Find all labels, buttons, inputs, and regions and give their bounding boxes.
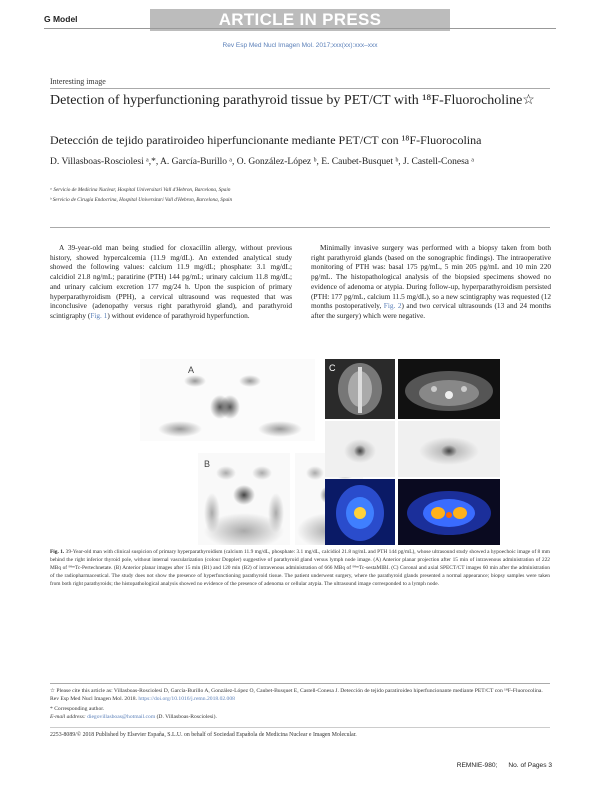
panel-b1-scintigraphy xyxy=(198,453,290,545)
email-label: E-mail address: xyxy=(50,714,88,720)
panel-a-label: A xyxy=(188,365,195,375)
journal-reference: Rev Esp Med Nucl Imagen Mol. 2017;xxx(xx):xxx–xxx xyxy=(222,42,378,49)
copyright-line: 2253-8089/© 2018 Published by Elsevier España, S.L.U. on behalf of Sociedad Española de Medicina Nuclear e Imagen Molecular. xyxy=(50,732,357,738)
left-text-start: A 39-year-old man being studied for cloxacillin allergy, without previous history, showed hypercalcemia (11.9 mg/dL). An extended analytical study showed the following values: calcium 11.9 mg/dL; phosphate: 3.1 mg/dL; calcidiol 21.8 ng/mL; paratirine (PTH) 144 pg/mL; urinary calcium 11.8 mg/dL; and urinary calcium excretion 177 mg/24 h. Upon the suspicion of primary hyperparathyroidism (PPH), a cervical ultrasound was requested that was inconclusive (adenopathy versus right parathyroid gland), and parathyroid scintigraphy ( xyxy=(50,243,292,320)
panel-a-image xyxy=(140,359,315,441)
email-link[interactable]: diegovillasboas@hotmail.com xyxy=(87,714,156,720)
email-footnote xyxy=(50,713,550,721)
section-label: Interesting image xyxy=(50,77,106,86)
figure-2-link[interactable]: Fig. 2 xyxy=(383,301,402,311)
page-footer-meta xyxy=(457,762,552,769)
panel-c-spect-coronal-image xyxy=(325,421,395,477)
caption-label: Fig. 1. xyxy=(50,549,65,555)
panel-c-ct-axial xyxy=(398,359,500,419)
citation-footnote xyxy=(50,687,550,703)
email-suffix: (D. Villasboas-Rosciolesi). xyxy=(155,714,217,720)
title-rule xyxy=(50,88,550,89)
left-text-end: ) without evidence of parathyroid hyperfunction. xyxy=(107,310,250,320)
affiliation-a: ᵃ Servicio de Medicina Nuclear, Hospital Universitari Vall d'Hebron, Barcelona, Spain xyxy=(50,187,231,193)
header-rule xyxy=(44,28,556,29)
corresponding-author-note: * Corresponding author. xyxy=(50,706,105,712)
panel-c-spect-axial xyxy=(398,421,500,477)
panel-c-ct-axial-image xyxy=(398,359,500,419)
article-title-english: Detection of hyperfunctioning parathyroid tissue by PET/CT with ¹⁸F-Fluorocholine☆ xyxy=(50,93,535,108)
page-header xyxy=(0,0,600,50)
panel-c-label: C xyxy=(329,363,336,373)
page-count: No. of Pages 3 xyxy=(508,762,552,769)
panel-b1-image xyxy=(198,453,290,545)
panel-c-fused-axial-image xyxy=(398,479,500,545)
figure-caption xyxy=(50,549,550,589)
panel-c-fused-coronal xyxy=(325,479,395,545)
author-list: D. Villasboas-Rosciolesi ᵃ,*, A. García-Burillo ᵃ, O. González-López ᵇ, E. Caubet-Busquet ᵇ, J. Castell-Conesa ᵃ xyxy=(50,157,474,167)
panel-c-spect-axial-image xyxy=(398,421,500,477)
affiliation-b: ᵇ Servicio de Cirugía Endocrina, Hospital Universitari Vall d'Hebron, Barcelona, Spain xyxy=(50,197,233,203)
article-title-spanish: Detección de tejido paratiroideo hiperfuncionante mediante PET/CT con ¹⁸F-Fluorocolina xyxy=(50,133,482,147)
right-text-start: Minimally invasive surgery was performed with a biopsy taken from both right parathyroid glands (based on the sonographic findings). The intraoperative monitoring of PTH was: basal 175 pg/mL, 5 min 205 pg/mL and 10 min 220 pg/mL. The histopathological analysis of the biopsied specimens showed no evidence of adenoma or atypia. During follow-up, hyperparathyroidism persisted (PTH: 177 pg/mL, calcium 11.5 mg/dL), so a new scintigraphy was requested (12 months postoperatively, xyxy=(311,243,551,311)
panel-a-scintigraphy xyxy=(140,359,315,441)
copyright-rule xyxy=(50,727,550,728)
panel-c-fused-coronal-image xyxy=(325,479,395,545)
article-code: REMNIE-980; xyxy=(456,762,498,769)
footnote-rule xyxy=(50,683,550,684)
figure-1 xyxy=(50,355,550,545)
panel-c-spect-coronal xyxy=(325,421,395,477)
affiliation-rule xyxy=(50,227,550,228)
g-model-label: G Model xyxy=(44,14,78,24)
article-in-press-banner: ARTICLE IN PRESS xyxy=(150,9,450,31)
panel-c-fused-axial xyxy=(398,479,500,545)
citation-text: ☆ Please cite this article as: Villasboas-Rosciolesi D, García-Burillo A, González-López O, Caubet-Busquet E, Castell-Conesa J. Detección de tejido paratiroideo hiperfuncionante mediante PET/CT con ¹⁸F-Fluorocolina. Rev Esp Med Nucl Imagen Mol. 2018. xyxy=(50,688,543,703)
body-column-right xyxy=(311,243,551,321)
caption-text: 39-Year-old man with clinical suspicion of primary hyperparathyroidism (calcium 11.9 mg/dL, phosphate: 3.1 mg/dL, calcidiol 21.8 ng/mL and PTH 144 pg/mL), whose ultrasound study showed a hypoechoic image of 8 mm behind the right inferior thyroid pole, without internal vascularization (colour Doppler) suggestive of parathyroid gland versus lymph node image. (A) Anterior planar projection after 15 min of intravenous administration of 222 MBq of ⁹⁹ᵐTc-Pertechnetate. (B) Anterior planar images after 15 min (B1) and 120 min (B2) of intravenous administration of 666 MBq of ⁹⁹ᵐTc-sestaMIBI. (C) Coronal and axial SPECT/CT images 60 min after the administration of the radiopharmaceutical. The study does not show the presence of hyperfunctioning parathyroid tissue. The patient underwent surgery, where the parathyroid glands presented a normal appearance; biopsy samples were taken from both right parathyroids; the histopathological analysis showed no evidence of the presence of adenoma or cellular atypia. The ultrasound image corresponded to a lymph node. xyxy=(50,549,550,587)
figure-1-link[interactable]: Fig. 1 xyxy=(90,310,108,320)
doi-link[interactable]: https://doi.org/10.1016/j.remn.2018.02.008 xyxy=(138,696,235,703)
right-text-end: ) and two cervical ultrasounds (13 and 24 months after the surgery) which were negative. xyxy=(311,301,551,320)
panel-b-label: B xyxy=(204,459,211,469)
body-column-left xyxy=(50,243,292,321)
